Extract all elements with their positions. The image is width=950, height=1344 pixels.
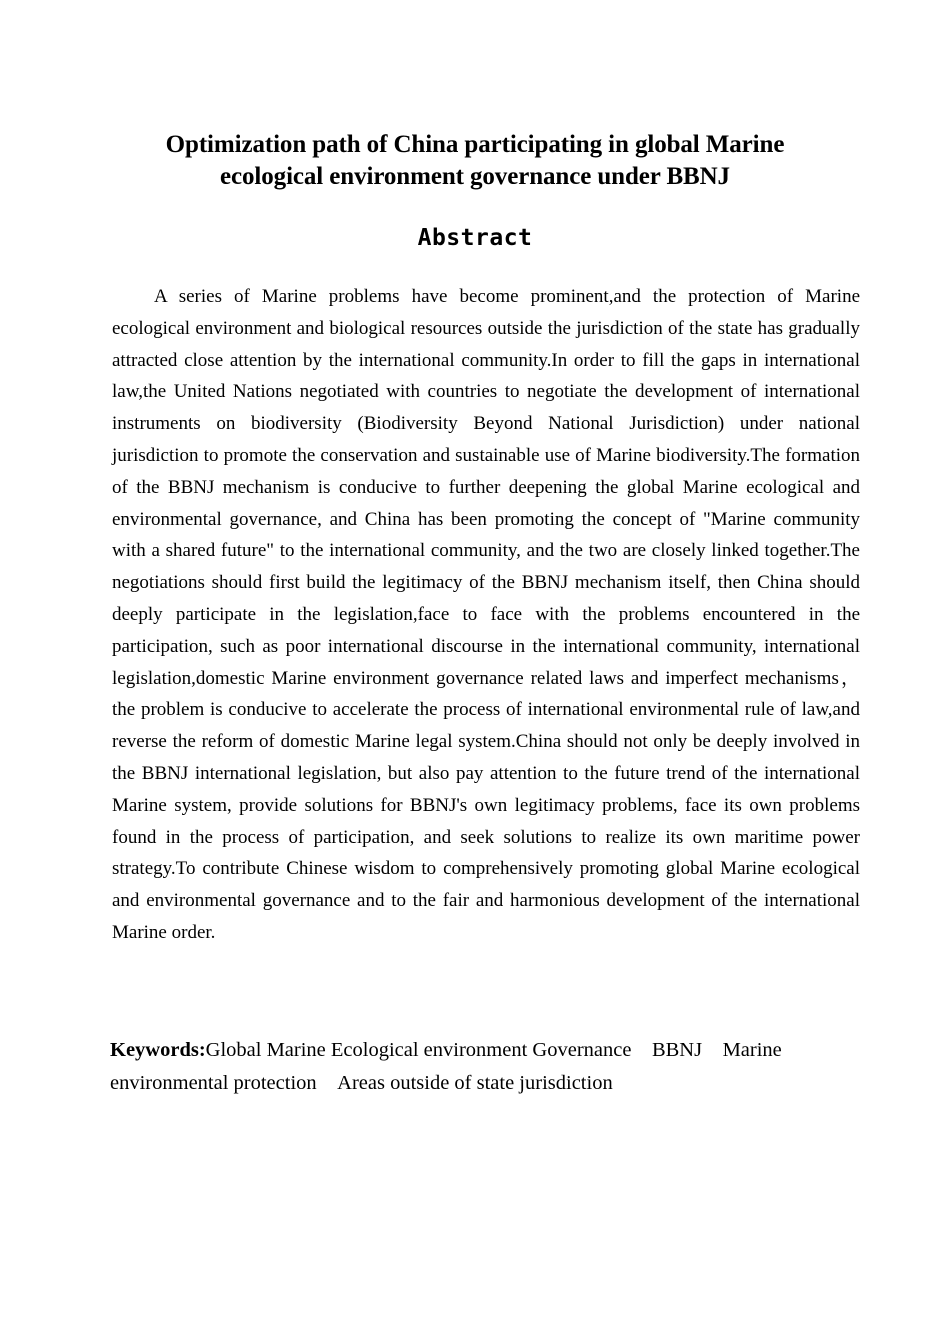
page-title-line-1: Optimization path of China participating in global Marine xyxy=(165,130,785,158)
page-title xyxy=(112,129,838,193)
keywords-block xyxy=(110,1034,862,1100)
keywords-label: Keywords: xyxy=(110,1038,206,1061)
keywords-value: Global Marine Ecological environment Governance BBNJ Marine environmental protection Areas outside of state jurisdiction xyxy=(110,1038,782,1094)
abstract-paragraph: A series of Marine problems have become prominent,and the protection of Marine ecological environment and biological resources outside the jurisdiction of the state has gradually attracted close attention by the international community.In order to fill the gaps in international law,the United Nations negotiated with countries to negotiate the development of international instruments on biodiversity (Biodiversity Beyond National Jurisdiction) under national jurisdiction to promote the conservation and sustainable use of Marine biodiversity.The formation of the BBNJ mechanism is conducive to further deepening the global Marine ecological and environmental governance, and China has been promoting the concept of "Marine community with a shared future" to the international community, and the two are closely linked together.The negotiations should first build the legitimacy of the BBNJ mechanism itself, then China should deeply participate in the legislation,face to face with the problems encountered in the participation, such as poor international discourse in the international community, international legislation,domestic Marine environment governance related laws and imperfect mechanisms，the problem is conducive to accelerate the process of international environmental rule of law,and reverse the reform of domestic Marine legal system.China should not only be deeply involved in the BBNJ international legislation, but also pay attention to the future trend of the international Marine system, provide solutions for BBNJ's own legitimacy problems, face its own problems found in the process of participation, and seek solutions to realize its own maritime power strategy.To contribute Chinese wisdom to comprehensively promoting global Marine ecological and environmental governance and to the fair and harmonious development of the international Marine order. xyxy=(112,286,860,943)
abstract-heading: Abstract xyxy=(417,225,533,252)
page-title-line-2: ecological environment governance under BBNJ xyxy=(220,162,730,190)
